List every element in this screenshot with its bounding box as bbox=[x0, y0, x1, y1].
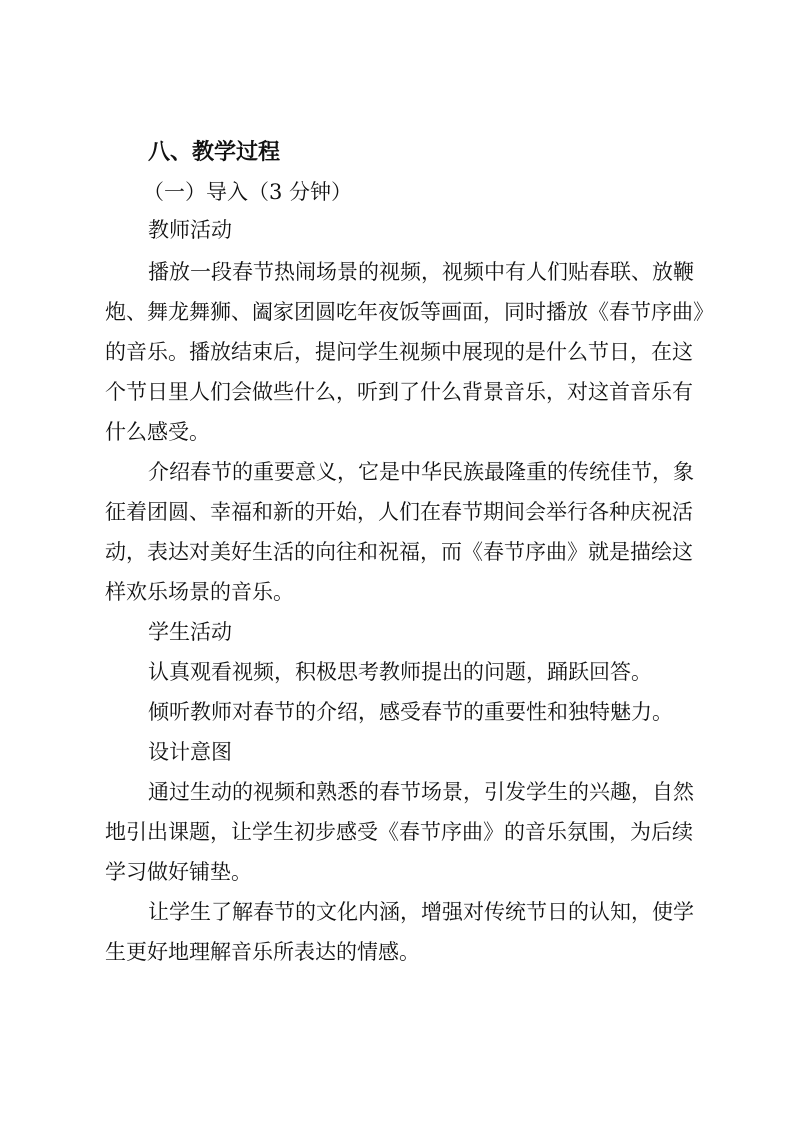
student-activity-item-1: 认真观看视频，积极思考教师提出的问题，踊跃回答。 bbox=[148, 660, 652, 684]
design-intent-label: 设计意图 bbox=[148, 740, 232, 764]
student-activity-label: 学生活动 bbox=[148, 620, 232, 644]
design-paragraph-1-line: 通过生动的视频和熟悉的春节场景，引发学生的兴趣，自然 bbox=[148, 780, 694, 804]
student-activity-item-2: 倾听教师对春节的介绍，感受春节的重要性和独特魅力。 bbox=[148, 700, 673, 724]
section-heading: 八、教学过程 bbox=[148, 139, 281, 165]
design-paragraph-2-line: 生更好地理解音乐所表达的情感。 bbox=[105, 940, 420, 964]
design-paragraph-1-line: 学习做好铺垫。 bbox=[105, 860, 252, 884]
teacher-paragraph-2-line: 样欢乐场景的音乐。 bbox=[105, 580, 294, 604]
teacher-paragraph-2-line: 动，表达对美好生活的向往和祝福，而《春节序曲》就是描绘这 bbox=[105, 540, 693, 564]
teacher-paragraph-2-line: 介绍春节的重要意义，它是中华民族最隆重的传统佳节，象 bbox=[148, 460, 694, 484]
teacher-activity-label: 教师活动 bbox=[148, 218, 232, 242]
teacher-paragraph-1-line: 什么感受。 bbox=[105, 420, 210, 444]
design-paragraph-2-line: 让学生了解春节的文化内涵，增强对传统节日的认知，使学 bbox=[148, 900, 694, 924]
teacher-paragraph-2-line: 征着团圆、幸福和新的开始，人们在春节期间会举行各种庆祝活 bbox=[105, 500, 693, 524]
subsection-heading: （一）导入（3 分钟） bbox=[143, 180, 353, 204]
teacher-paragraph-1-line: 播放一段春节热闹场景的视频，视频中有人们贴春联、放鞭 bbox=[148, 260, 694, 284]
design-paragraph-1-line: 地引出课题，让学生初步感受《春节序曲》的音乐氛围，为后续 bbox=[105, 820, 693, 844]
teacher-paragraph-1-line: 的音乐。播放结束后，提问学生视频中展现的是什么节日，在这 bbox=[105, 340, 693, 364]
teacher-paragraph-1-line: 个节日里人们会做些什么，听到了什么背景音乐，对这首音乐有 bbox=[105, 380, 693, 404]
teacher-paragraph-1-line: 炮、舞龙舞狮、阖家团圆吃年夜饭等画面，同时播放《春节序曲》 bbox=[105, 300, 714, 324]
